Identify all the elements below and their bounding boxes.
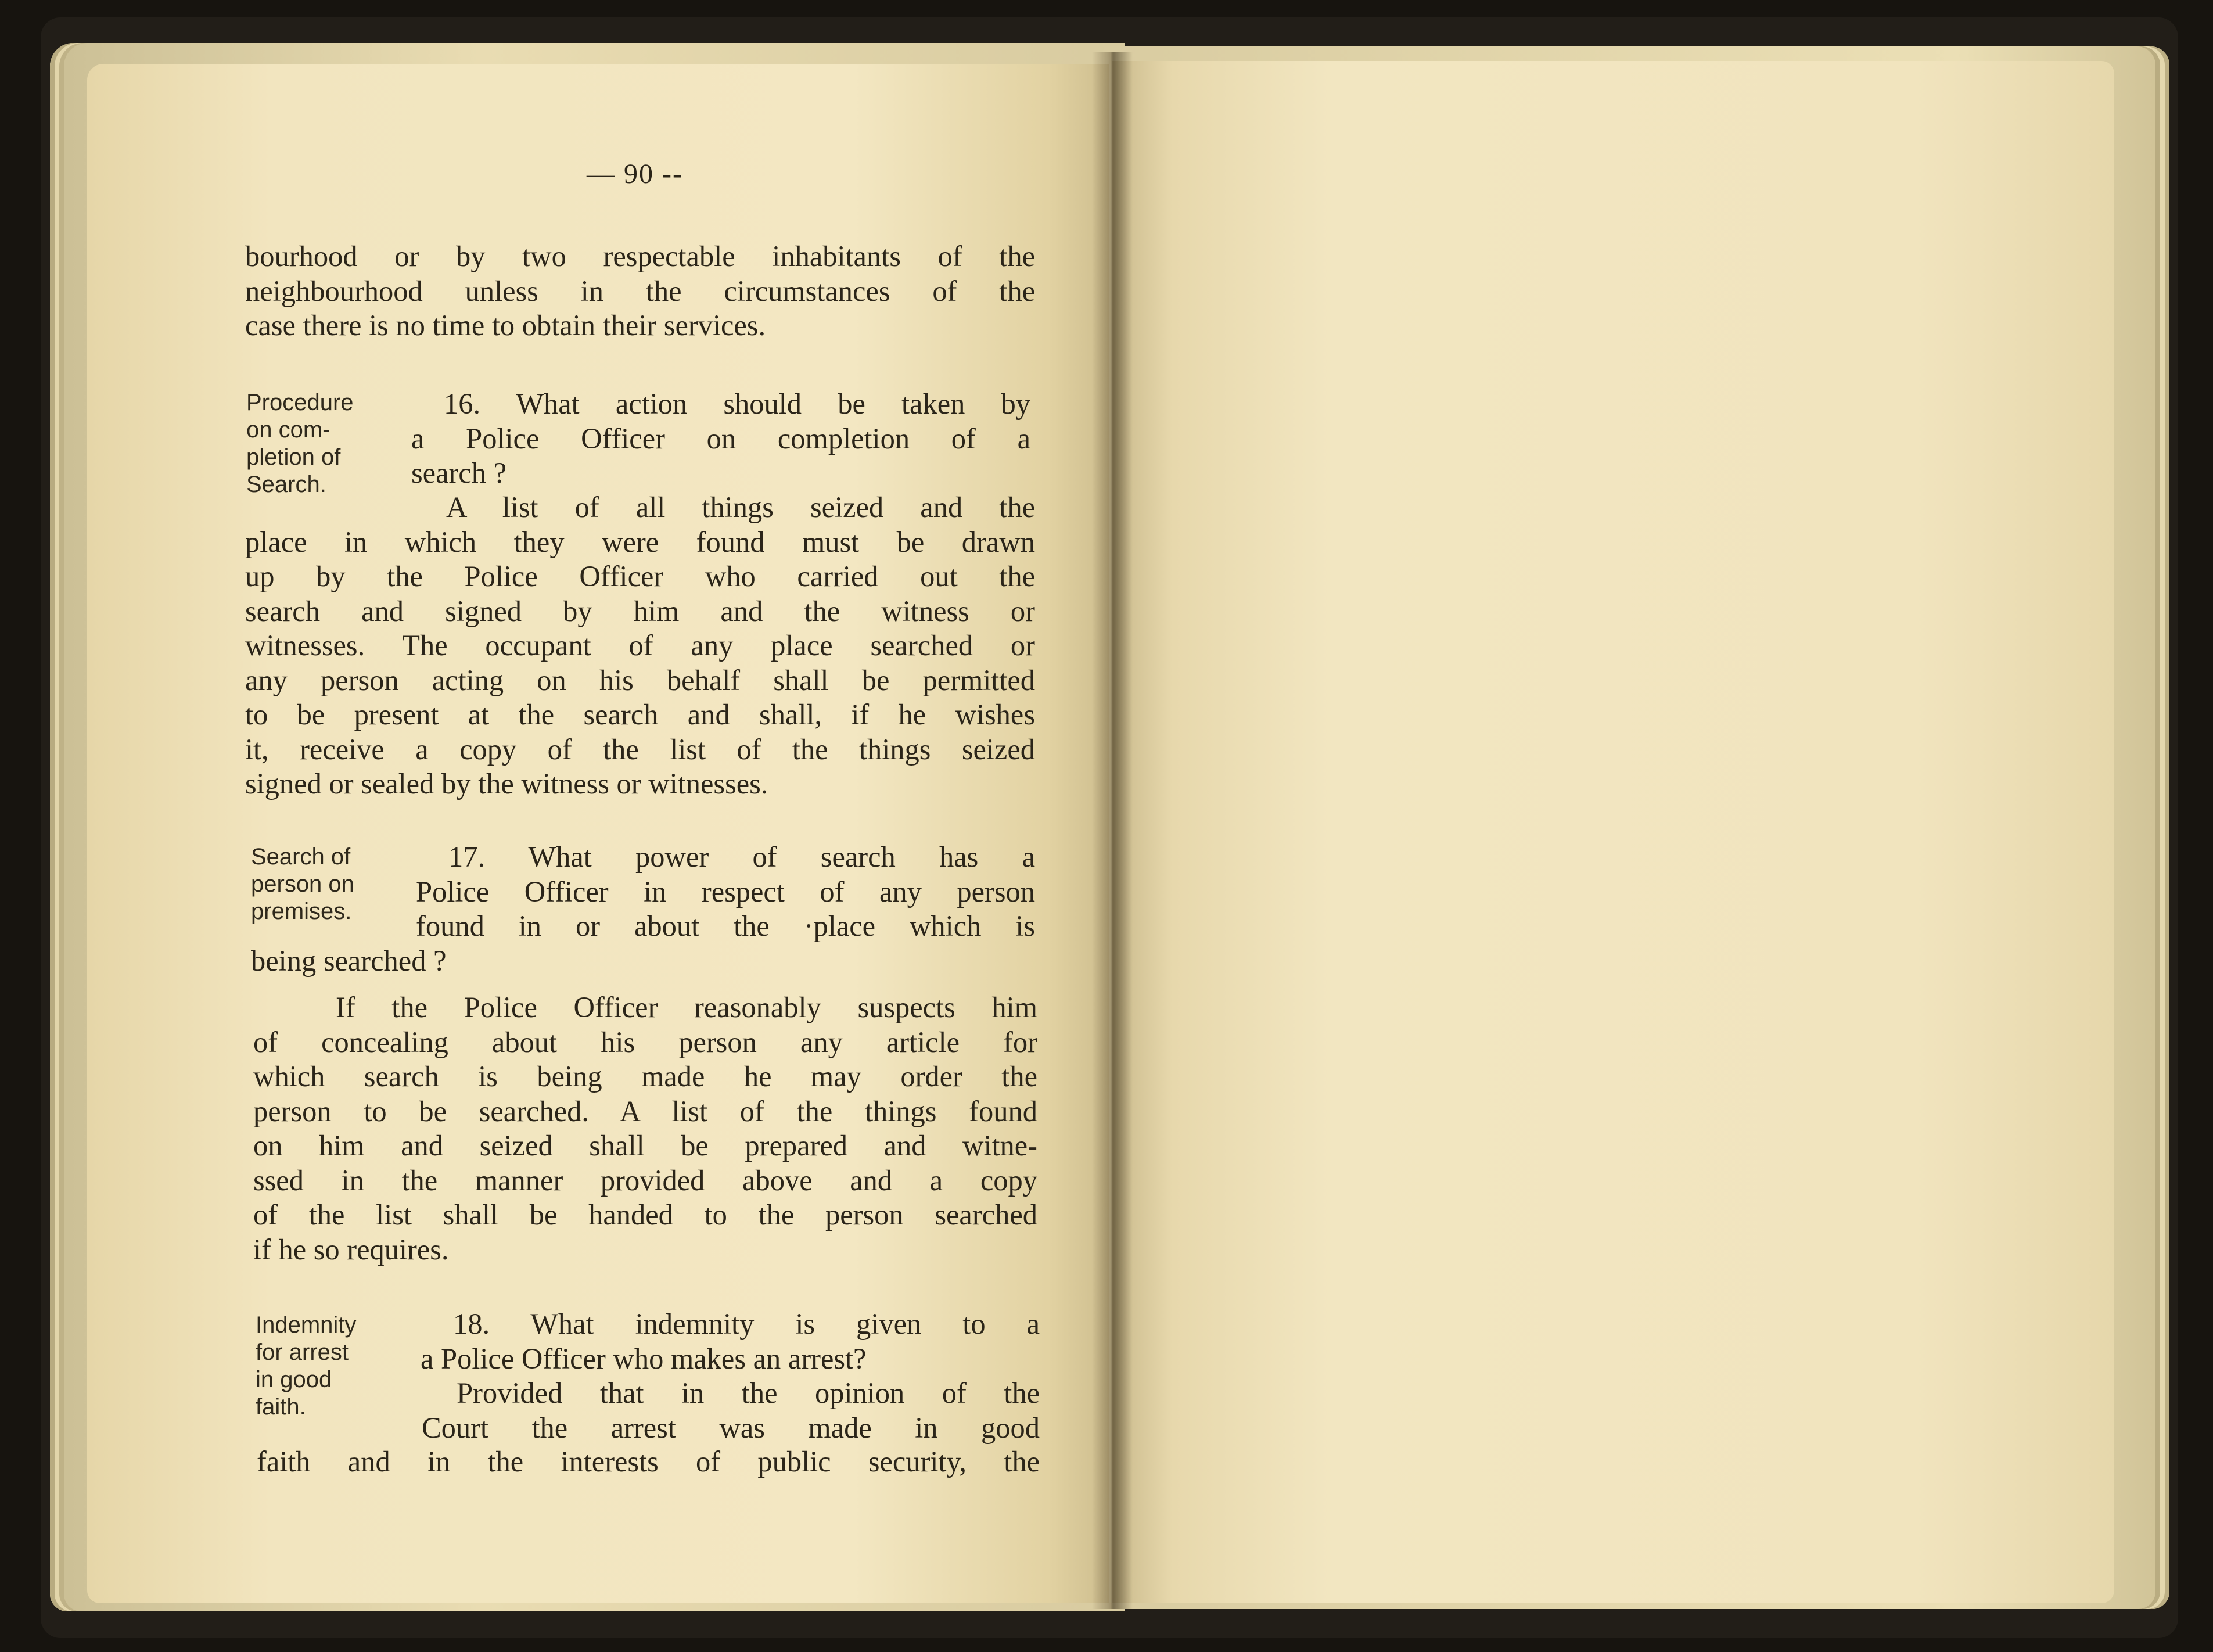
- text-line: any person acting on his behalf shall be permitted: [245, 663, 1035, 696]
- text-line: a Police Officer who makes an arrest?: [421, 1342, 867, 1375]
- text-line: 16. What action should be taken by: [444, 387, 1030, 420]
- answer-18-start: [422, 1376, 1040, 1445]
- text-line: up by the Police Officer who carried out the: [245, 560, 1035, 592]
- right-page-show-through: [1179, 232, 1963, 372]
- text-line: 17. What power of search has a: [448, 841, 1035, 873]
- question-18: [421, 1307, 1040, 1376]
- text-line: on him and seized shall be prepared and witne-: [253, 1129, 1037, 1162]
- text-line: case there is no time to obtain their services.: [245, 309, 766, 342]
- text-line: Police Officer in respect of any person: [416, 875, 1035, 908]
- text-line: 18. What indemnity is given to a: [453, 1308, 1040, 1340]
- text-line: Court the arrest was made in good: [422, 1411, 1040, 1444]
- answer-17: [253, 990, 1037, 1267]
- margin-note-search-of-person: Search of person on premises.: [251, 844, 354, 924]
- page-number: — 90 --: [587, 159, 683, 189]
- text-line: search and signed by him and the witness or: [245, 594, 1035, 627]
- text-line: a Police Officer on completion of a: [411, 422, 1030, 455]
- text-line: if he so requires.: [253, 1233, 449, 1266]
- text-line: of the list shall be handed to the person searched: [253, 1198, 1037, 1231]
- text-line: bourhood or by two respectable inhabitants of the: [245, 240, 1035, 272]
- text-line: which search is being made he may order the: [253, 1060, 1037, 1093]
- text-line: person to be searched. A list of the things found: [253, 1094, 1037, 1127]
- margin-note-procedure: Procedure on com- pletion of Search.: [246, 390, 354, 497]
- text-line: If the Police Officer reasonably suspects him: [336, 991, 1037, 1023]
- text-line: faith and in the interests of public security, the: [257, 1445, 1040, 1478]
- text-line: Provided that in the opinion of the: [457, 1377, 1040, 1409]
- text-line: it, receive a copy of the list of the things seized: [245, 732, 1035, 766]
- text-line: signed or sealed by the witness or witnesses.: [245, 767, 768, 800]
- book-gutter: [1092, 52, 1133, 1609]
- question-16: [411, 387, 1030, 491]
- text-line: to be present at the search and shall, if he wishes: [245, 698, 1035, 731]
- text-line: ssed in the manner provided above and a copy: [253, 1163, 1037, 1197]
- text-line: A list of all things seized and the: [446, 491, 1035, 523]
- text-line: search ?: [411, 457, 507, 489]
- text-line: witnesses. The occupant of any place searched or: [245, 629, 1035, 662]
- text-line: neighbourhood unless in the circumstances of the: [245, 274, 1035, 307]
- continuation-paragraph: [245, 239, 1035, 343]
- margin-note-indemnity: Indemnity for arrest in good faith.: [256, 1312, 357, 1420]
- text-line: of concealing about his person any article for: [253, 1025, 1037, 1058]
- text-line: place in which they were found must be drawn: [245, 525, 1035, 558]
- question-17-end: [251, 944, 1041, 979]
- answer-18-end: [257, 1445, 1040, 1479]
- text-line: being searched ?: [251, 944, 447, 977]
- question-17: [416, 840, 1035, 944]
- text-line: found in or about the ·place which is: [416, 910, 1035, 942]
- answer-16: [245, 490, 1035, 802]
